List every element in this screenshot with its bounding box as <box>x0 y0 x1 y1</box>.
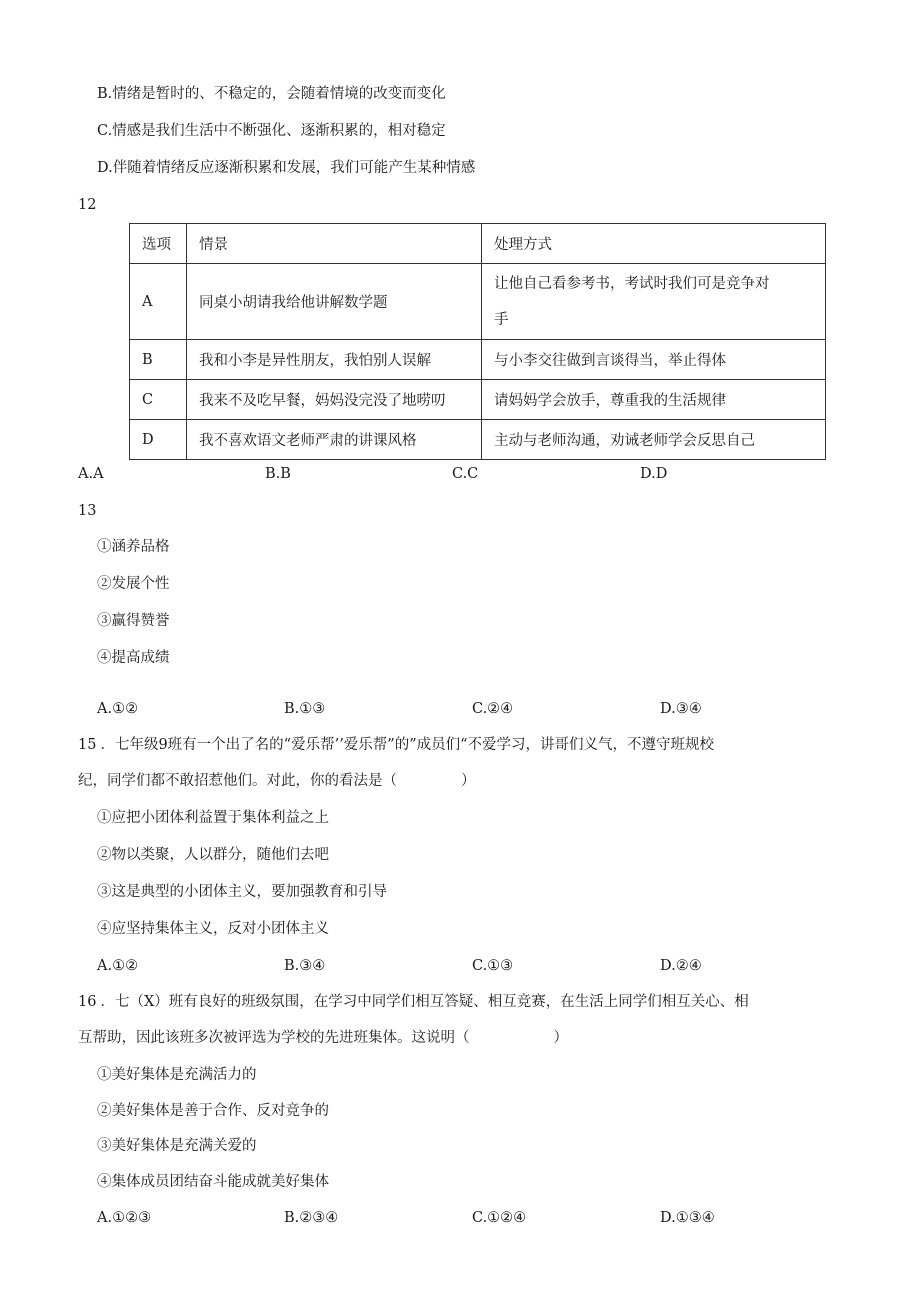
q15-item: ③这是典型的小团体主义，要加强教育和引导 <box>97 884 387 900</box>
header-handling: 处理方式 <box>482 224 826 264</box>
q16-item: ③美好集体是充满关爱的 <box>97 1138 257 1154</box>
row-scene: 我来不及吃早餐，妈妈没完没了地唠叨 <box>187 380 482 420</box>
row-handling-line: 让他自己看参考书，考试时我们可是竞争对 <box>494 275 770 292</box>
q13-item: ①涵养品格 <box>97 539 170 555</box>
q16-stem-text: ．七（X）班有良好的班级氛围，在学习中同学们相互答疑、相互竞赛，在生活上同学们相互关心、相 <box>100 994 749 1010</box>
q12-answer-c: C.C <box>452 466 479 482</box>
q15-answer-a: A.①② <box>97 958 139 974</box>
q16-stem-line2 <box>78 1028 568 1048</box>
table-header-row <box>130 224 826 264</box>
q15-stem-close: ） <box>461 773 476 789</box>
row-option: C <box>130 380 187 420</box>
header-option: 选项 <box>130 224 187 264</box>
row-option: B <box>130 340 187 380</box>
row-option: A <box>130 264 187 340</box>
q13-answer-c: C.②④ <box>472 701 514 717</box>
q15-answer-c: C.①③ <box>472 958 514 974</box>
q16-answer-a: A.①②③ <box>97 1210 152 1226</box>
q13-item: ③赢得赞誉 <box>97 613 170 629</box>
row-scene: 我和小李是异性朋友，我怕别人误解 <box>187 340 482 380</box>
table-row <box>130 420 826 460</box>
row-scene: 同桌小胡请我给他讲解数学题 <box>187 264 482 340</box>
q16-item: ②美好集体是善于合作、反对竞争的 <box>97 1103 329 1119</box>
q11-option-c: C.情感是我们生活中不断强化、逐渐积累的，相对稳定 <box>97 123 446 139</box>
q15-item: ①应把小团体利益置于集体利益之上 <box>97 810 329 826</box>
row-handling: 主动与老师沟通，劝诫老师学会反思自己 <box>482 420 826 460</box>
q16-answer-b: B.②③④ <box>284 1210 339 1226</box>
table-row <box>130 340 826 380</box>
row-option: D <box>130 420 187 460</box>
row-handling-line: 手 <box>494 311 509 328</box>
q13-item: ④提高成绩 <box>97 650 170 666</box>
q16-answer-c: C.①②④ <box>472 1210 527 1226</box>
q12-answer-a: A.A <box>78 466 104 482</box>
q15-stem-text: ．七年级9班有一个出了名的“爱乐帮’’爱乐帮”的”成员们“不爱学习，讲哥们义气，不遵守班规校 <box>100 737 715 753</box>
q15-answer-b: B.③④ <box>284 958 326 974</box>
q13-answer-a: A.①② <box>97 701 139 717</box>
q13-item: ②发展个性 <box>97 576 170 592</box>
q16-stem-line1 <box>78 992 749 1012</box>
q15-item: ④应坚持集体主义，反对小团体主义 <box>97 921 329 937</box>
q12-situation-table <box>129 223 826 460</box>
table-row <box>130 380 826 420</box>
row-handling <box>482 264 826 340</box>
q15-item: ②物以类聚，人以群分，随他们去吧 <box>97 847 329 863</box>
q16-stem-close: ） <box>553 1030 568 1046</box>
header-scene: 情景 <box>187 224 482 264</box>
q11-option-d: D.伴随着情绪反应逐渐积累和发展，我们可能产生某种情感 <box>97 160 476 176</box>
q16-item: ①美好集体是充满活力的 <box>97 1067 257 1083</box>
q15-number: 15 <box>78 737 97 753</box>
row-handling: 请妈妈学会放手，尊重我的生活规律 <box>482 380 826 420</box>
q15-answer-d: D.②④ <box>660 958 702 974</box>
row-scene: 我不喜欢语文老师严肃的讲课风格 <box>187 420 482 460</box>
q11-option-b: B.情绪是暂时的、不稳定的，会随着情境的改变而变化 <box>97 86 446 102</box>
q12-answer-d: D.D <box>640 466 668 482</box>
q13-answer-b: B.①③ <box>284 701 326 717</box>
q16-answer-d: D.①③④ <box>660 1210 715 1226</box>
row-handling: 与小李交往做到言谈得当，举止得体 <box>482 340 826 380</box>
q16-number: 16 <box>78 994 97 1010</box>
q12-answer-b: B.B <box>265 466 291 482</box>
q13-answer-d: D.③④ <box>660 701 702 717</box>
q13-number: 13 <box>78 503 97 519</box>
table-row <box>130 264 826 340</box>
q15-stem-text: 纪，同学们都不敢招惹他们。对此，你的看法是（ <box>78 773 397 789</box>
q16-item: ④集体成员团结奋斗能成就美好集体 <box>97 1174 329 1190</box>
q15-stem-line1 <box>78 735 714 755</box>
q15-stem-line2 <box>78 771 476 791</box>
q12-number: 12 <box>78 197 97 213</box>
q16-stem-text: 互帮助，因此该班多次被评选为学校的先进班集体。这说明（ <box>78 1030 470 1046</box>
